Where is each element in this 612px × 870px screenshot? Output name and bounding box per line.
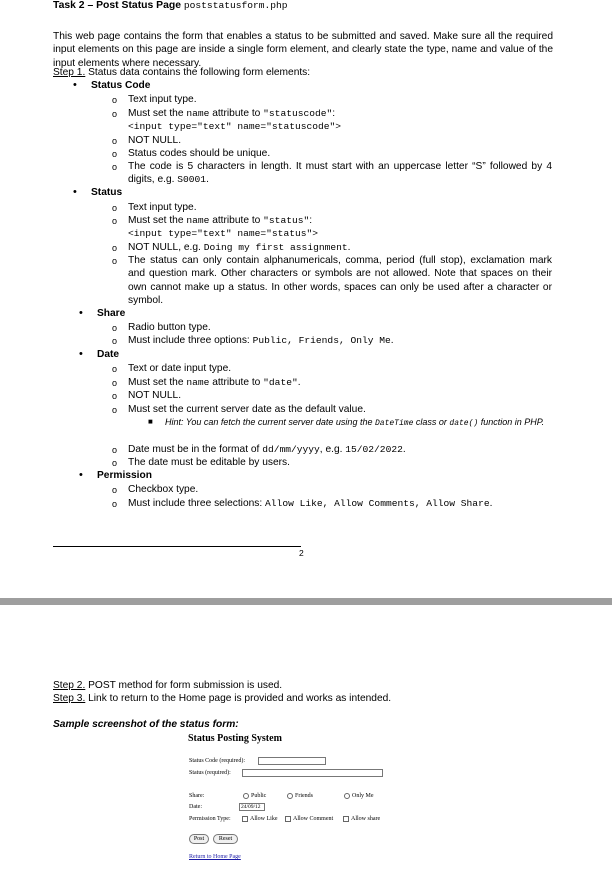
sub-bullet: o (112, 364, 118, 374)
sample-screenshot-caption: Sample screenshot of the status form: (53, 719, 239, 730)
permission-type-label: Permission Type: (189, 816, 231, 822)
sub-bullet: o (112, 136, 118, 146)
share-radio-public[interactable] (243, 793, 249, 799)
share-option-public: Public (251, 793, 267, 799)
share-option-friends: Friends (295, 793, 313, 799)
date-item-5: Date must be in the format of dd/mm/yyyy, e.g. 15/02/2022. (128, 444, 406, 455)
share-item-1: Radio button type. (128, 322, 211, 333)
permission-option-comment: Allow Comment (293, 816, 334, 822)
return-home-link[interactable]: Return to Home Page (189, 854, 241, 860)
sub-bullet: o (112, 95, 118, 105)
section-heading-permission: Permission (97, 470, 152, 481)
task-title: Task 2 – Post Status Page poststatusform.php (53, 0, 288, 11)
status-label: Status (required): (189, 770, 231, 776)
status-code-item-3: NOT NULL. (128, 135, 182, 146)
date-item-1: Text or date input type. (128, 363, 232, 374)
bullet: • (79, 348, 83, 360)
date-item-4: Must set the current server date as the default value. (128, 404, 366, 415)
date-item-6: The date must be editable by users. (128, 457, 290, 468)
sub-bullet: o (112, 336, 118, 346)
section-heading-date: Date (97, 349, 120, 360)
share-item-2: Must include three options: Public, Friends, Only Me. (128, 335, 394, 346)
bullet: • (73, 186, 77, 198)
sub-bullet: o (112, 485, 118, 495)
date-item-3: NOT NULL. (128, 390, 182, 401)
bullet: • (79, 307, 83, 319)
document-page-2 (0, 605, 612, 870)
section-heading-status-code: Status Code (91, 80, 151, 91)
intro-paragraph: This web page contains the form that enables a status to be submitted and saved. Make sure all the required input elements on this page are inside a single form element, and clearly state the type, name and value of the input elements where necessary. (53, 31, 553, 69)
sub-bullet: o (112, 149, 118, 159)
step-2: Step 2. POST method for form submission is used. (53, 680, 283, 691)
sub-bullet: o (112, 499, 118, 509)
form-title: Status Posting System (188, 733, 282, 744)
sub-bullet: o (112, 203, 118, 213)
status-item-4: The status can only contain alphanumericals, comma, period (full stop), exclamation mark and question mark. Other characters or symbols are not allowed. Note that spaces on their own cannot make up a status. In other words, spaces can only be used after a character or symbol. (128, 255, 552, 307)
date-hint: Hint: You can fetch the current server date using the DateTime class or date() function in PHP. (165, 417, 545, 428)
sub-bullet: o (112, 445, 118, 455)
bullet: • (79, 469, 83, 481)
share-radio-only-me[interactable] (344, 793, 350, 799)
status-input-snippet: <input type="text" name="status"> (128, 228, 318, 240)
status-code-input[interactable] (258, 757, 326, 765)
status-code-item-1: Text input type. (128, 94, 197, 105)
step-3: Step 3. Link to return to the Home page is provided and works as intended. (53, 693, 392, 704)
post-button[interactable]: Post (189, 834, 209, 844)
status-code-item-2: Must set the name attribute to "statuscode": <input type="text" name="statuscode"> (128, 108, 342, 133)
status-item-1: Text input type. (128, 202, 197, 213)
status-code-input-snippet: <input type="text" name="statuscode"> (128, 121, 342, 133)
sub-bullet: o (112, 391, 118, 401)
status-code-item-5: The code is 5 characters in length. It must start with an uppercase letter “S” followed by 4 digits, e.g. S0001. (128, 161, 552, 186)
sub-bullet: o (112, 243, 118, 253)
permission-item-1: Checkbox type. (128, 484, 199, 495)
reset-button[interactable]: Reset (213, 834, 238, 844)
date-label: Date: (189, 804, 202, 810)
square-bullet: ■ (148, 417, 153, 426)
permission-item-2: Must include three selections: Allow Like, Allow Comments, Allow Share. (128, 498, 493, 509)
sub-bullet: o (112, 458, 118, 468)
status-input[interactable] (242, 769, 383, 777)
permission-checkbox-share[interactable] (343, 816, 349, 822)
permission-checkbox-like[interactable] (242, 816, 248, 822)
status-code-item-4: Status codes should be unique. (128, 148, 271, 159)
permission-option-like: Allow Like (250, 816, 278, 822)
permission-option-share: Allow share (351, 816, 381, 822)
status-code-label: Status Code (required): (189, 758, 245, 764)
sub-bullet: o (112, 216, 118, 226)
share-option-only-me: Only Me (352, 793, 374, 799)
share-radio-friends[interactable] (287, 793, 293, 799)
sub-bullet: o (112, 405, 118, 415)
page-break-divider (0, 598, 612, 605)
date-input[interactable]: 24/09/12 (239, 803, 265, 811)
sub-bullet: o (112, 323, 118, 333)
sub-bullet: o (112, 109, 118, 119)
task-title-filename: poststatusform.php (183, 0, 288, 11)
page-number: 2 (299, 548, 304, 558)
date-item-2: Must set the name attribute to "date". (128, 377, 301, 388)
section-heading-status: Status (91, 187, 123, 198)
step-1: Step 1. Status data contains the following form elements: (53, 67, 311, 78)
sub-bullet: o (112, 256, 118, 266)
status-item-3: NOT NULL, e.g. Doing my first assignment. (128, 242, 351, 253)
sub-bullet: o (112, 378, 118, 388)
permission-checkbox-comment[interactable] (285, 816, 291, 822)
bullet: • (73, 79, 77, 91)
footer-rule (53, 546, 301, 547)
sub-bullet: o (112, 162, 118, 172)
share-label: Share: (189, 793, 205, 799)
status-item-2: Must set the name attribute to "status": <input type="text" name="status"> (128, 215, 318, 240)
section-heading-share: Share (97, 308, 126, 319)
